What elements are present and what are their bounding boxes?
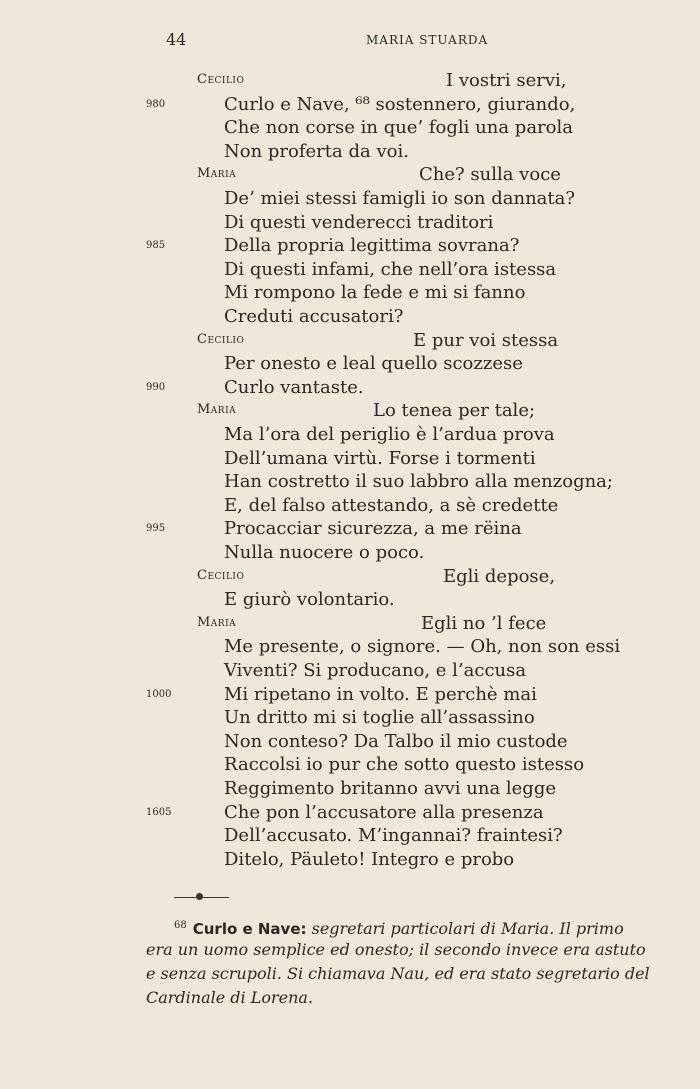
verse-text: Raccolsi io pur che sotto questo istesso [224, 754, 585, 775]
verse-text: Che non corse in que’ fogli una parola [224, 117, 573, 138]
verse-text: E, del falso attestando, a sè credette [224, 495, 559, 516]
verse-line [0, 448, 700, 472]
verse-text: Di questi infami, che nell’ora istessa [224, 259, 557, 280]
verse-line [0, 849, 700, 873]
verse-line [0, 825, 700, 849]
footnote-line-1: segretari particolari di Maria. Il primo [311, 919, 624, 938]
verse-line [0, 353, 700, 377]
speaker-name: Cecilio [197, 332, 245, 347]
verse-line [0, 259, 700, 283]
verse-line [0, 518, 700, 542]
verse-text: Egli depose, [443, 566, 556, 587]
verse-line [0, 212, 700, 236]
verse-text: Ditelo, Päuleto! Integro e probo [224, 849, 515, 870]
verse-text: I vostri servi, [446, 70, 567, 91]
verse-line [0, 589, 700, 613]
verse-line [0, 636, 700, 660]
verse-line [0, 731, 700, 755]
footnote-line-3: e senza scrupoli. Si chiamava Nau, ed era stato segretario del [146, 964, 650, 983]
verse-text: Ma l’ora del periglio è l’ardua prova [224, 424, 555, 445]
verse-line [0, 188, 700, 212]
footnote-marker: 68 [174, 920, 187, 931]
page-number: 44 [166, 30, 187, 49]
verse-text: Viventi? Si producano, e l’accusa [224, 660, 527, 681]
speaker-name: Cecilio [197, 568, 245, 583]
line-number: 990 [146, 382, 166, 393]
speaker-name: Maria [197, 166, 237, 181]
verse-text: Per onesto e leal quello scozzese [224, 353, 523, 374]
verse-text: Che? sulla voce [419, 164, 561, 185]
verse-text: Della propria legittima sovrana? [224, 235, 520, 256]
verse-line [0, 707, 700, 731]
rule-ornament [196, 893, 203, 900]
verse-line [0, 94, 700, 118]
verse-line [0, 684, 700, 708]
verse-text: E pur voi stessa [413, 330, 559, 351]
verse-line [0, 495, 700, 519]
verse-line [0, 802, 700, 826]
footnote-line-2: era un uomo semplice ed onesto; il secondo invece era astuto [146, 940, 646, 959]
footnote [146, 914, 700, 1010]
verse-text: Curlo vantaste. [224, 377, 364, 398]
line-number: 1000 [146, 689, 172, 700]
speaker-name: Cecilio [197, 72, 245, 87]
verse-line [0, 754, 700, 778]
verse-text: Egli no ’l fece [421, 613, 547, 634]
verse-line [0, 377, 700, 401]
verse-line [0, 424, 700, 448]
verse-line [0, 141, 700, 165]
speaker-name: Maria [197, 615, 237, 630]
verse-text: De’ miei stessi famigli io son dannata? [224, 188, 576, 209]
verse-line [0, 613, 700, 637]
verse-text: Che pon l’accusatore alla presenza [224, 802, 544, 823]
verse-text: Lo tenea per tale; [373, 400, 536, 421]
verse-line [0, 542, 700, 566]
verse-text: Non conteso? Da Talbo il mio custode [224, 731, 568, 752]
footnote-line-4: Cardinale di Lorena. [146, 988, 314, 1007]
verse-text: Dell’accusato. M’ingannai? fraintesi? [224, 825, 563, 846]
verse-text: E giurò volontario. [224, 589, 395, 610]
verse-line [0, 400, 700, 424]
verse-line [0, 306, 700, 330]
verse-text: Dell’umana virtù. Forse i tormenti [224, 448, 536, 469]
verse-text: Mi rompono la fede e mi si fanno [224, 282, 526, 303]
line-number: 1605 [146, 807, 172, 818]
verse-text: Di questi venderecci traditori [224, 212, 494, 233]
verse-text: Creduti accusatori? [224, 306, 404, 327]
verse-line [0, 566, 700, 590]
verse-text: Curlo e Nave, ⁶⁸ sostennero, giurando, [224, 94, 576, 115]
verse-line [0, 282, 700, 306]
verse-line [0, 778, 700, 802]
line-number: 980 [146, 99, 166, 110]
running-title: MARIA STUARDA [366, 33, 489, 47]
verse-line [0, 70, 700, 94]
speaker-name: Maria [197, 402, 237, 417]
verse-line [0, 164, 700, 188]
verse-line [0, 330, 700, 354]
footnote-term: Curlo e Nave: [192, 920, 307, 938]
verse-text: Reggimento britanno avvi una legge [224, 778, 556, 799]
line-number: 995 [146, 523, 166, 534]
verse-text: Procacciar sicurezza, a me rëina [224, 518, 522, 539]
verse-text: Non proferta da voi. [224, 141, 409, 162]
verse-text: Han costretto il suo labbro alla menzogna; [224, 471, 613, 492]
verse-text: Nulla nuocere o poco. [224, 542, 425, 563]
verse-line [0, 660, 700, 684]
verse-line [0, 235, 700, 259]
verse-text: Mi ripetano in volto. E perchè mai [224, 684, 537, 705]
verse-line [0, 471, 700, 495]
verse-text: Me presente, o signore. — Oh, non son essi [224, 636, 621, 657]
line-number: 985 [146, 240, 166, 251]
verse-text: Un dritto mi si toglie all’assassino [224, 707, 535, 728]
verse-line [0, 117, 700, 141]
